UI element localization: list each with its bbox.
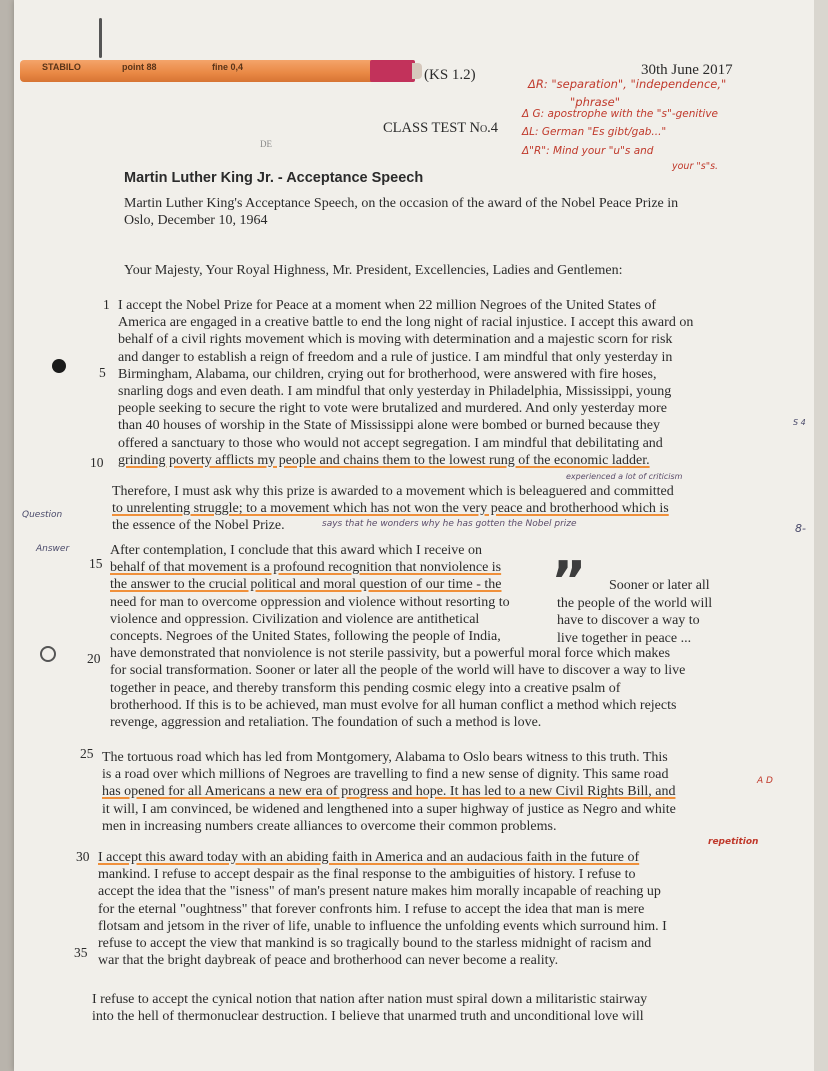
- page-title: Martin Luther King Jr. - Acceptance Speech: [124, 170, 424, 186]
- text-line: has opened for all Americans a new era of progress and hope. It has led to a new Civil Rights Bill, and: [102, 784, 676, 800]
- note-ar-phrase: "phrase": [570, 95, 621, 109]
- line-number: 1: [103, 297, 110, 312]
- text-line: accept the idea that the "isness" of man's present nature makes him morally incapable of reaching up: [98, 884, 661, 900]
- class-code: DE: [260, 139, 272, 149]
- note-ar: ΔR: "separation", "independence,": [528, 77, 727, 91]
- paragraph-5: [98, 849, 667, 969]
- text-line: snarling dogs and even death. I am mindful that only yesterday in Philadelphia, Mississippi, young: [118, 384, 672, 400]
- test-title: CLASS TEST No.4: [383, 120, 499, 136]
- text-line: behalf of a civil rights movement which is moving with determination and a majestic scorn for risk: [118, 332, 673, 348]
- line-number: 30: [76, 849, 90, 864]
- test-date: 30th June 2017: [641, 62, 733, 78]
- text-line: to unrelenting struggle; to a movement which has not won the very peace and brotherhood which is: [112, 501, 669, 517]
- line-number: 15: [89, 556, 103, 571]
- text-line: the essence of the Nobel Prize.: [112, 518, 285, 534]
- text-line: concepts. Negroes of the United States, following the people of India,: [110, 629, 501, 645]
- note-mind-2: your "s"s.: [672, 161, 719, 172]
- paragraph-1: [118, 297, 693, 469]
- text-line: need for man to overcome oppression and violence without resorting to: [110, 594, 510, 610]
- text-line: violence and oppression. Civilization and violence are antithetical: [110, 611, 480, 627]
- note-answer: Answer: [36, 544, 70, 554]
- side-mark: 8-: [795, 522, 806, 535]
- text-line: offered a sanctuary to those who would not accept segregation. I am mindful that debilitating and: [118, 435, 663, 451]
- pen-cap: [370, 60, 415, 82]
- text-line: refuse to accept the view that mankind is so tragically bound to the starless midnight of racism and: [98, 936, 652, 952]
- note-beleaguered: experienced a lot of criticism: [566, 472, 683, 481]
- text-line: brotherhood. If this is to be achieved, man must evolve for all human conflict a method which rejects: [110, 697, 677, 713]
- note-german: ΔL: German "Es gibt/gab...": [522, 126, 667, 138]
- text-line: Birmingham, Alabama, our children, crying out for brotherhood, were answered with fire hoses,: [118, 366, 657, 382]
- text-line: than 40 houses of worship in the State of Mississippi alone were bombed or burned because they: [118, 418, 661, 434]
- note-mind: Δ"R": Mind your "u"s and: [522, 145, 654, 157]
- text-line: war that the bright daybreak of peace and brotherhood can never become a reality.: [98, 953, 559, 969]
- text-line: America are engaged in a creative battle to end the long night of racial injustice. I accept this award on: [118, 315, 694, 331]
- pull-quote: Sooner or later all the people of the world will have to discover a way to live together in peace ...: [557, 578, 713, 646]
- text-line: I accept the Nobel Prize for Peace at a moment when 22 million Negroes of the United States of: [118, 298, 657, 313]
- line-number: 20: [87, 651, 101, 666]
- text-line: for social transformation. Sooner or later all the people of the world will have to discover a way to live: [110, 663, 686, 679]
- text-line: is a road over which millions of Negroes are travelling to find a new sense of dignity. This same road: [102, 767, 669, 783]
- note-ad: A D: [757, 776, 773, 786]
- punch-hole: [52, 359, 66, 373]
- text-line: I refuse to accept the cynical notion that nation after nation must spiral down a militaristic stairway: [92, 992, 648, 1007]
- text-line: Therefore, I must ask why this prize is awarded to a movement which is beleaguered and committed: [112, 484, 674, 499]
- text-line: together in peace, and thereby transform this pending cosmic elegy into a creative psalm of: [110, 680, 621, 696]
- text-line: have demonstrated that nonviolence is not sterile passivity, but a powerful moral force which makes: [110, 646, 671, 662]
- ks-label: (KS 1.2): [424, 67, 476, 83]
- text-line: behalf of that movement is a profound recognition that nonviolence is: [110, 560, 502, 576]
- text-line: the answer to the crucial political and moral question of our time - the: [110, 577, 502, 593]
- pen-brand: STABILO: [42, 62, 81, 72]
- line-number: 35: [74, 945, 88, 960]
- pen-tip: [412, 63, 422, 79]
- text-line: mankind. I refuse to accept despair as the final response to the ambiguities of history. I refuse to: [98, 867, 636, 883]
- line-number: 10: [90, 455, 104, 470]
- greeting: Your Majesty, Your Royal Highness, Mr. President, Excellencies, Ladies and Gentlemen:: [124, 263, 623, 278]
- line-number: 25: [80, 746, 94, 761]
- text-line: it will, I am convinced, be widened and lengthened into a super highway of justice as Negro and white: [102, 801, 676, 817]
- pencil-mark: [99, 18, 102, 58]
- text-line: men in increasing numbers create alliances to overcome their common problems.: [102, 818, 557, 834]
- text-line: into the hell of thermonuclear destruction. I believe that unarmed truth and unconditional love will: [92, 1009, 644, 1025]
- text-line: flotsam and jetsom in the river of life, unable to influence the unfolding events which surround him. I: [98, 918, 667, 934]
- punch-hole: [40, 646, 56, 662]
- text-line: After contemplation, I conclude that this award which I receive on: [110, 543, 483, 558]
- text-line: for the eternal "oughtness" that forever confronts him. I refuse to accept the idea that man is mere: [98, 901, 645, 917]
- text-line: The tortuous road which has led from Montgomery, Alabama to Oslo bears witness to this truth. This: [102, 750, 668, 765]
- note-repetition: repetition: [708, 837, 759, 847]
- text-line: people seeking to secure the right to vote were brutalized and murdered. And only yesterday more: [118, 401, 667, 417]
- text-line: and danger to establish a reign of freedom and a rule of justice. I am mindful that only yesterday in: [118, 349, 673, 365]
- text-line: grinding poverty afflicts my people and chains them to the lowest rung of the economic ladder.: [118, 452, 650, 468]
- note-genitive: Δ G: apostrophe with the "s"-genitive: [522, 108, 719, 120]
- text-line: I accept this award today with an abiding faith in America and an audacious faith in the future of: [98, 850, 640, 865]
- paper-edge: [814, 0, 828, 1071]
- side-mark: S 4: [793, 418, 806, 427]
- note-essence: says that he wonders why he has gotten the Nobel prize: [322, 519, 577, 529]
- pen-size: fine 0,4: [212, 62, 244, 72]
- note-question: Question: [22, 510, 63, 520]
- paragraph-6: [92, 991, 647, 1025]
- text-line: revenge, aggression and retaliation. The foundation of such a method is love.: [110, 715, 542, 731]
- line-number: 5: [99, 365, 106, 380]
- quote-mark-icon: ”: [551, 550, 581, 613]
- pen-model: point 88: [122, 62, 157, 72]
- subtitle: Martin Luther King's Acceptance Speech, on the occasion of the award of the Nobel Peace Prize in Oslo, December 10, 1964: [124, 196, 679, 228]
- paragraph-4: [102, 749, 676, 835]
